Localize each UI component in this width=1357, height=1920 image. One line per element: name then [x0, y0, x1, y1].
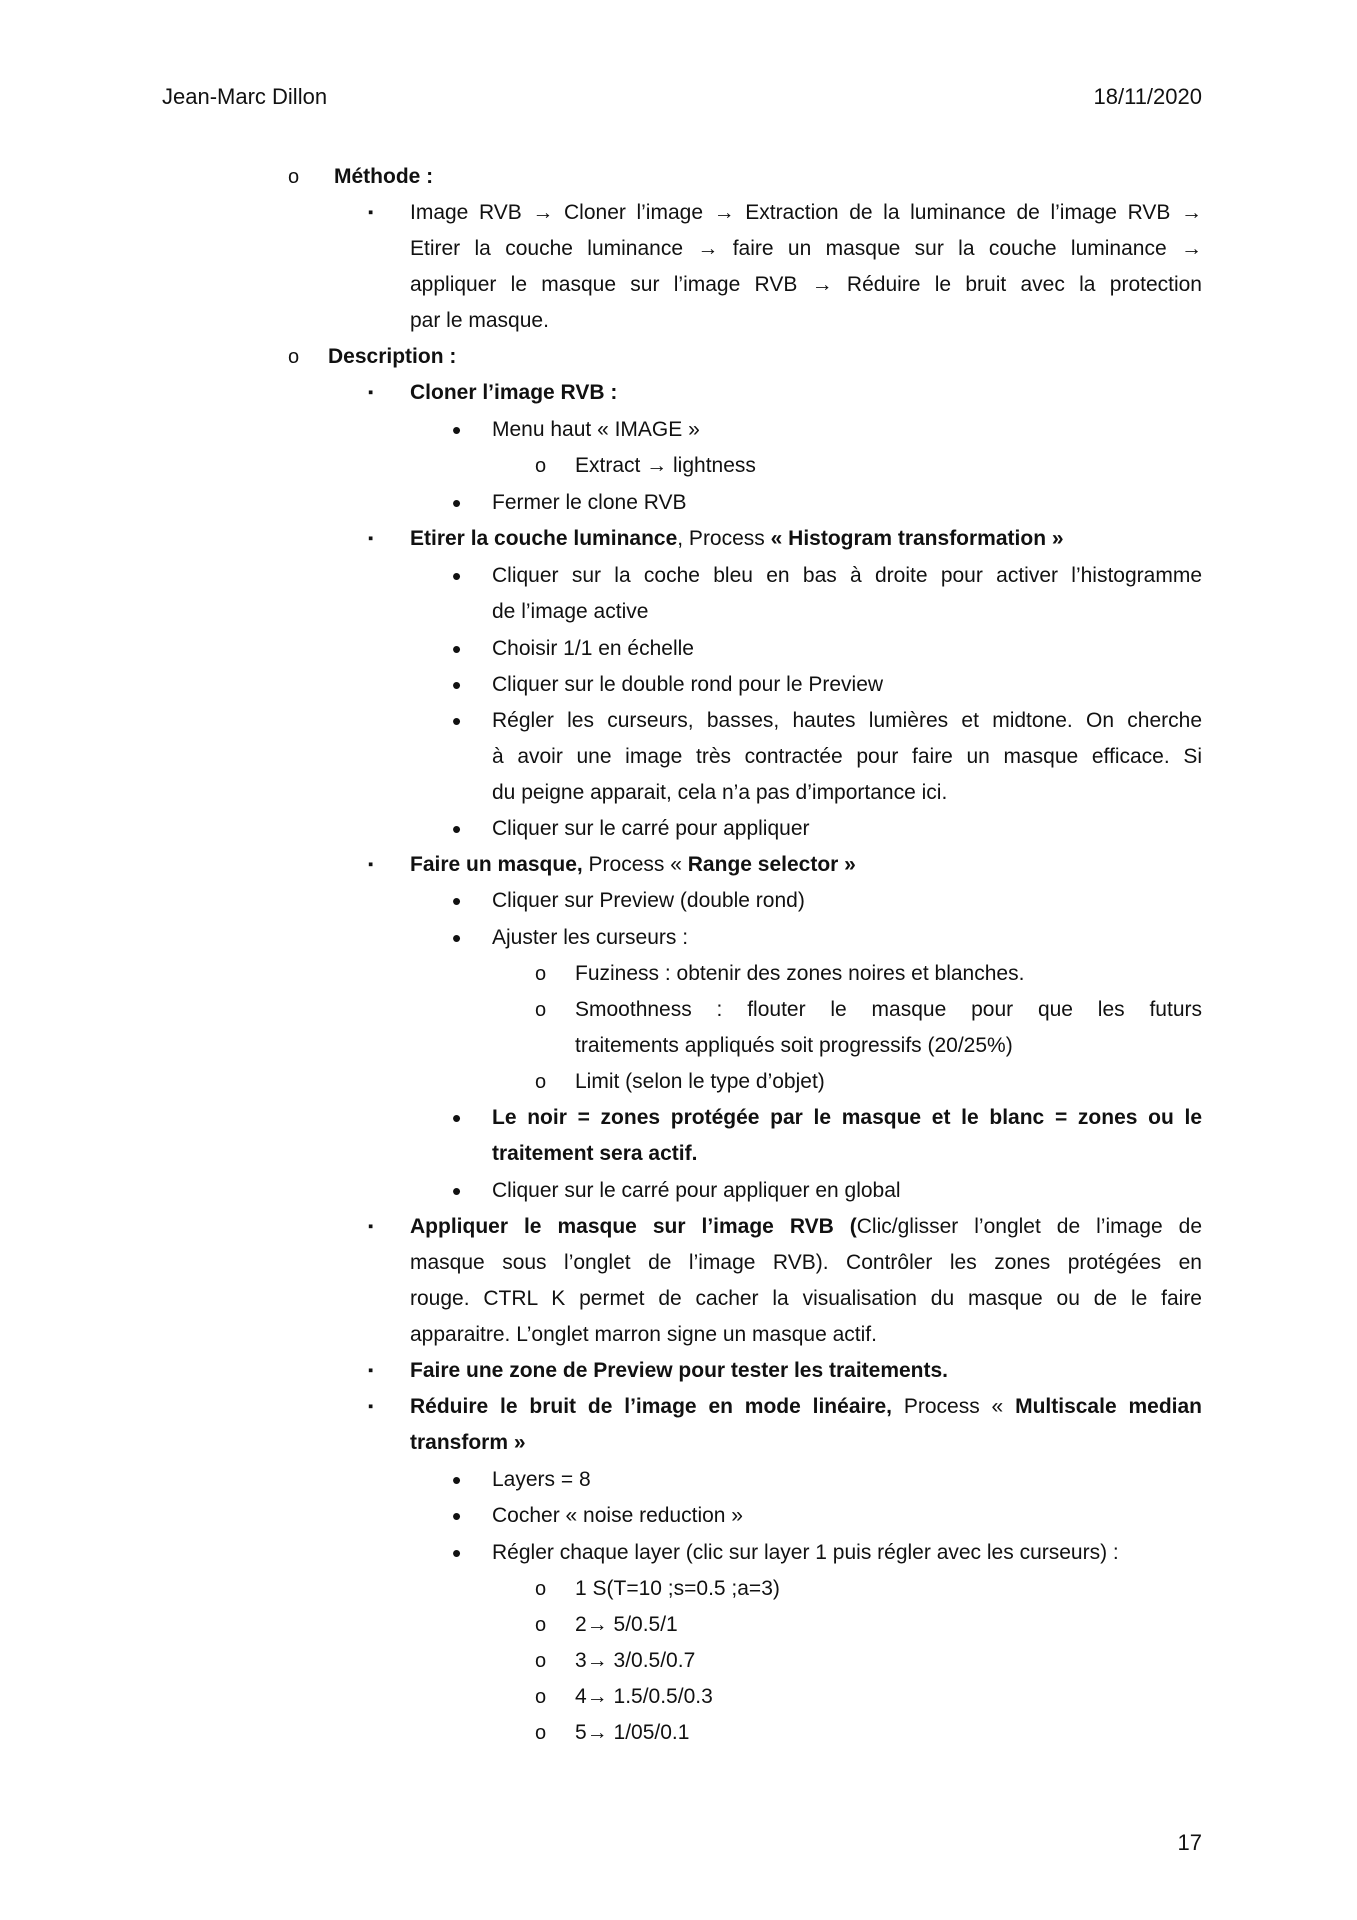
etirer-regler: à avoir une image très contractée pour faire un masque efficace. Si [492, 745, 1202, 768]
list-item [0, 1679, 1357, 1715]
circle-bullet: o [535, 1686, 547, 1708]
list-item [0, 412, 1357, 448]
list-item [0, 448, 1357, 484]
layer-value: 2→ 5/0.5/1 [575, 1613, 678, 1636]
masque-smoothness: traitements appliqués soit progressifs (20/25%) [575, 1034, 1013, 1057]
list-item [0, 883, 1357, 919]
list-item [0, 1643, 1357, 1679]
reduire-cocher: Cocher « noise reduction » [492, 1504, 743, 1527]
circle-bullet: o [535, 963, 547, 985]
etirer-cocher: de l’image active [492, 600, 649, 623]
appliquer-title-bold: Appliquer le masque sur l’image RVB ( [410, 1215, 857, 1238]
dot-bullet: • [452, 1501, 462, 1531]
masque-noir: traitement sera actif. [492, 1142, 698, 1165]
list-item-continued [0, 739, 1357, 775]
reduire-title-mid: Process « [892, 1395, 1016, 1418]
reduire-regler: Régler chaque layer (clic sur layer 1 puis régler avec les curseurs) : [492, 1541, 1119, 1564]
list-item [0, 667, 1357, 703]
cloner-menu: Menu haut « IMAGE » [492, 418, 700, 441]
masque-title-mid: Process « [582, 853, 688, 876]
list-item-continued [0, 775, 1357, 811]
list-item-continued [0, 1317, 1357, 1353]
reduire-layers: Layers = 8 [492, 1468, 591, 1491]
square-bullet: ▪ [368, 856, 374, 873]
list-item [0, 1353, 1357, 1389]
masque-preview: Cliquer sur Preview (double rond) [492, 889, 805, 912]
etirer-regler: Régler les curseurs, basses, hautes lumières et midtone. On cherche [492, 709, 1202, 732]
etirer-appliquer: Cliquer sur le carré pour appliquer [492, 817, 810, 840]
list-item [0, 485, 1357, 521]
list-item-continued [0, 1425, 1357, 1461]
square-bullet: ▪ [368, 384, 374, 401]
reduire-title-line-2: transform » [410, 1431, 526, 1454]
list-item [0, 811, 1357, 847]
masque-smoothness: Smoothness : flouter le masque pour que les futurs [575, 998, 1202, 1021]
list-item [0, 1064, 1357, 1100]
layer-value: 3→ 3/0.5/0.7 [575, 1649, 696, 1672]
etirer-preview: Cliquer sur le double rond pour le Preview [492, 673, 884, 696]
appliquer-title [410, 1209, 1202, 1245]
zone-preview: Faire une zone de Preview pour tester les traitements. [410, 1359, 949, 1382]
list-item [0, 1209, 1357, 1245]
cloner-extract: Extract → lightness [575, 454, 756, 477]
masque-noir: Le noir = zones protégée par le masque et le blanc = zones ou le [492, 1106, 1202, 1129]
appliquer-line: masque sous l’onglet de l’image RVB). Contrôler les zones protégées en [410, 1251, 1202, 1274]
list-item [0, 1498, 1357, 1534]
layer-value: 1 S(T=10 ;s=0.5 ;a=3) [575, 1577, 780, 1600]
masque-global: Cliquer sur le carré pour appliquer en global [492, 1179, 901, 1202]
methode-line: Image RVB → Cloner l’image → Extraction de la luminance de l’image RVB → [410, 201, 1202, 224]
etirer-title [410, 521, 1064, 557]
square-bullet: ▪ [368, 530, 374, 547]
dot-bullet: • [452, 488, 462, 518]
list-item [0, 1100, 1357, 1136]
circle-bullet: o [535, 999, 547, 1021]
etirer-title-process: « Histogram transformation » [770, 527, 1064, 550]
dot-bullet: • [452, 670, 462, 700]
list-item [0, 1535, 1357, 1571]
description-title: Description : [328, 345, 457, 368]
methode-line: appliquer le masque sur l’image RVB → Réduire le bruit avec la protection [410, 273, 1202, 296]
circle-bullet: o [535, 1650, 547, 1672]
dot-bullet: • [452, 1465, 462, 1495]
masque-ajuster: Ajuster les curseurs : [492, 926, 689, 949]
appliquer-line: apparaitre. L’onglet marron signe un masque actif. [410, 1323, 877, 1346]
circle-bullet: o [535, 1578, 547, 1600]
dot-bullet: • [452, 1176, 462, 1206]
circle-bullet: o [535, 1722, 547, 1744]
circle-bullet: o [288, 346, 300, 368]
circle-bullet: o [535, 1614, 547, 1636]
circle-bullet: o [535, 1071, 547, 1093]
methode-title: Méthode : [334, 165, 434, 188]
list-item-continued [0, 1136, 1357, 1172]
list-item-continued [0, 267, 1357, 303]
masque-title-bold: Faire un masque, [410, 853, 583, 876]
layer-value: 5→ 1/05/0.1 [575, 1721, 690, 1744]
masque-limit: Limit (selon le type d’objet) [575, 1070, 825, 1093]
etirer-title-mid: , Process [677, 527, 771, 550]
list-item-continued [0, 303, 1357, 339]
list-item [0, 1173, 1357, 1209]
dot-bullet: • [452, 1538, 462, 1568]
list-item-continued [0, 1028, 1357, 1064]
etirer-cocher: Cliquer sur la coche bleu en bas à droite pour activer l’histogramme [492, 564, 1202, 587]
list-item [0, 956, 1357, 992]
reduire-title-process: Multiscale median [1015, 1395, 1202, 1418]
description-heading [0, 339, 1357, 375]
reduire-title-bold: Réduire le bruit de l’image en mode linéaire, [410, 1395, 893, 1418]
layer-value: 4→ 1.5/0.5/0.3 [575, 1685, 713, 1708]
list-item-continued [0, 1245, 1357, 1281]
author: Jean-Marc Dillon [162, 84, 328, 109]
appliquer-line: rouge. CTRL K permet de cacher la visualisation du masque ou de le faire [410, 1287, 1202, 1310]
list-item [0, 920, 1357, 956]
methode-line: par le masque. [410, 309, 549, 332]
list-item [0, 195, 1357, 231]
reduire-title [410, 1389, 1202, 1425]
list-item [0, 1389, 1357, 1425]
cloner-fermer: Fermer le clone RVB [492, 491, 687, 514]
methode-line: Etirer la couche luminance → faire un masque sur la couche luminance → [410, 237, 1202, 260]
square-bullet: ▪ [368, 1362, 374, 1379]
list-item [0, 375, 1357, 411]
square-bullet: ▪ [368, 204, 374, 221]
etirer-echelle: Choisir 1/1 en échelle [492, 637, 694, 660]
cloner-title: Cloner l’image RVB : [410, 381, 618, 404]
dot-bullet: • [452, 1103, 462, 1133]
date: 18/11/2020 [1093, 84, 1202, 109]
list-item-continued [0, 594, 1357, 630]
methode-heading [0, 159, 1357, 195]
dot-bullet: • [452, 561, 462, 591]
list-item [0, 703, 1357, 739]
square-bullet: ▪ [368, 1398, 374, 1415]
list-item-continued [0, 231, 1357, 267]
dot-bullet: • [452, 634, 462, 664]
list-item [0, 1607, 1357, 1643]
list-item [0, 847, 1357, 883]
list-item [0, 992, 1357, 1028]
etirer-title-bold: Etirer la couche luminance [410, 527, 678, 550]
appliquer-line: Clic/glisser l’onglet de l’image de [856, 1215, 1202, 1238]
list-item [0, 1462, 1357, 1498]
list-item [0, 1571, 1357, 1607]
list-item [0, 1715, 1357, 1751]
list-item-continued [0, 1281, 1357, 1317]
dot-bullet: • [452, 814, 462, 844]
etirer-regler: du peigne apparait, cela n’a pas d’importance ici. [492, 781, 948, 804]
dot-bullet: • [452, 415, 462, 445]
masque-title [410, 847, 856, 883]
circle-bullet: o [288, 166, 300, 188]
list-item [0, 521, 1357, 557]
masque-title-process: Range selector » [687, 853, 856, 876]
circle-bullet: o [535, 455, 547, 477]
masque-fuzziness: Fuziness : obtenir des zones noires et blanches. [575, 962, 1025, 985]
page-number: 17 [1177, 1830, 1202, 1855]
square-bullet: ▪ [368, 1218, 374, 1235]
dot-bullet: • [452, 886, 462, 916]
dot-bullet: • [452, 706, 462, 736]
dot-bullet: • [452, 923, 462, 953]
list-item [0, 631, 1357, 667]
list-item [0, 558, 1357, 594]
